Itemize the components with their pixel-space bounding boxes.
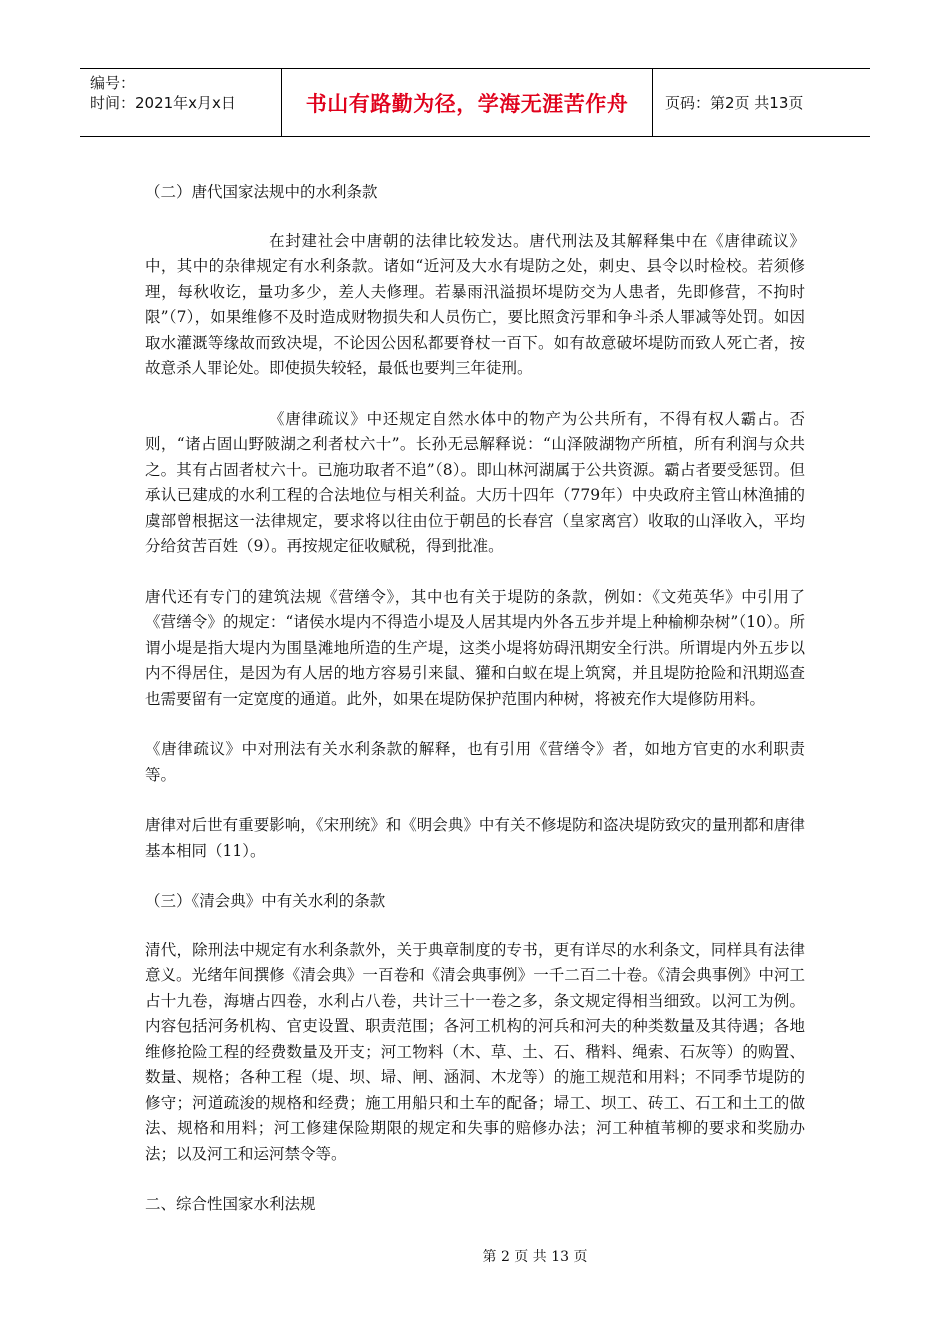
- section-tang-heading: （二）唐代国家法规中的水利条款: [145, 183, 378, 201]
- section-two-heading: 二、综合性国家水利法规: [145, 1195, 316, 1213]
- paragraph-influence: 唐律对后世有重要影响，《宋刑统》和《明会典》中有关不修堤防和盗决堤防致灾的量刑都和唐律基本相同（11）。: [145, 816, 805, 860]
- document-number-label: 编号：: [90, 74, 136, 92]
- page-footer: 第 2 页 共 13 页: [482, 1249, 588, 1265]
- paragraph-construction-code: 唐代还有专门的建筑法规《营缮令》，其中也有关于堤防的条款，例如：《文苑英华》中引用了《营缮令》的规定：“诸侯水堤内不得造小堤及人居其堤内外各五步并堤上种榆柳杂树”（10）。所谓小堤是指大堤内为围垦滩地所造的生产堤，这类小堤将妨碍汛期安全行洪。所谓堤内外五步以内不得居住，是因为有人居的地方容易引来鼠、獾和白蚁在堤上筑窝，并且堤防抢险和汛期巡查也需要留有一定宽度的通道。此外，如果在堤防保护范围内种树，将被充作大堤修防用料。: [145, 587, 805, 708]
- header-info-cell: [80, 69, 282, 136]
- document-body: [145, 180, 805, 1241]
- paragraph-tang-law: 在封建社会中唐朝的法律比较发达。唐代刑法及其解释集中在《唐律疏议》中，其中的杂律规定有水利条款。诸如“近河及大水有堤防之处，刺史、县令以时检校。若须修理，每秋收讫，量功多少，差人夫修理。若暴雨汛溢损坏堤防交为人患者，先即修营，不拘时限”（7），如果维修不及时造成财物损失和人员伤亡，要比照贪污罪和争斗杀人罪减等处罚。如因取水灌溉等缘故而致决堤，不论因公因私都要脊杖一百下。如有故意破坏堤防而致人死亡者，按故意杀人罪论处。即使损失较轻，最低也要判三年徒刑。: [145, 231, 805, 377]
- page-header: [80, 68, 870, 137]
- section-qing-heading: （三）《清会典》中有关水利的条款: [145, 892, 386, 910]
- paragraph-interpretation: 《唐律疏议》中对刑法有关水利条款的解释，也有引用《营缮令》者，如地方官吏的水利职责等。: [145, 740, 805, 784]
- paragraph-public-resources: 《唐律疏议》中还规定自然水体中的物产为公共所有，不得有权人霸占。否则，“诸占固山野陂湖之利者杖六十”。长孙无忌解释说：“山泽陂湖物产所植，所有利润与众共之。其有占固者杖六十。已施功取者不追”（8）。即山林河湖属于公共资源。霸占者要受惩罚。但承认已建成的水利工程的合法地位与相关利益。大历十四年（779年）中央政府主管山林渔捕的虞部曾根据这一法律规定，要求将以往由位于朝邑的长春宫（皇家离宫）收取的山泽收入，平均分给贫苦百姓（9）。再按规定征收赋税，得到批准。: [145, 409, 805, 555]
- header-motto: 书山有路勤为径，学海无涯苦作舟: [282, 69, 653, 136]
- document-time-label: 时间：2021年x月x日: [90, 94, 236, 112]
- header-page-number: 页码：第2页 共13页: [665, 94, 804, 112]
- paragraph-qing-code: 清代，除刑法中规定有水利条款外，关于典章制度的专书，更有详尽的水利条文，同样具有法律意义。光绪年间撰修《清会典》一百卷和《清会典事例》一千二百二十卷。《清会典事例》中河工占十九卷，海塘占四卷，水利占八卷，共计三十一卷之多，条文规定得相当细致。以河工为例。内容包括河务机构、官吏设置、职责范围；各河工机构的河兵和河夫的种类数量及其待遇；各地维修抢险工程的经费数量及开支；河工物料（木、草、土、石、稭料、绳索、石灰等）的购置、数量、规格；各种工程（堤、坝、埽、闸、涵洞、木龙等）的施工规范和用料；不同季节堤防的修守；河道疏浚的规格和经费；施工用船只和土车的配备；埽工、坝工、砖工、石工和土工的做法、规格和用料；河工修建保险期限的规定和失事的赔修办法；河工种植苇柳的要求和奖励办法；以及河工和运河禁令等。: [145, 940, 805, 1163]
